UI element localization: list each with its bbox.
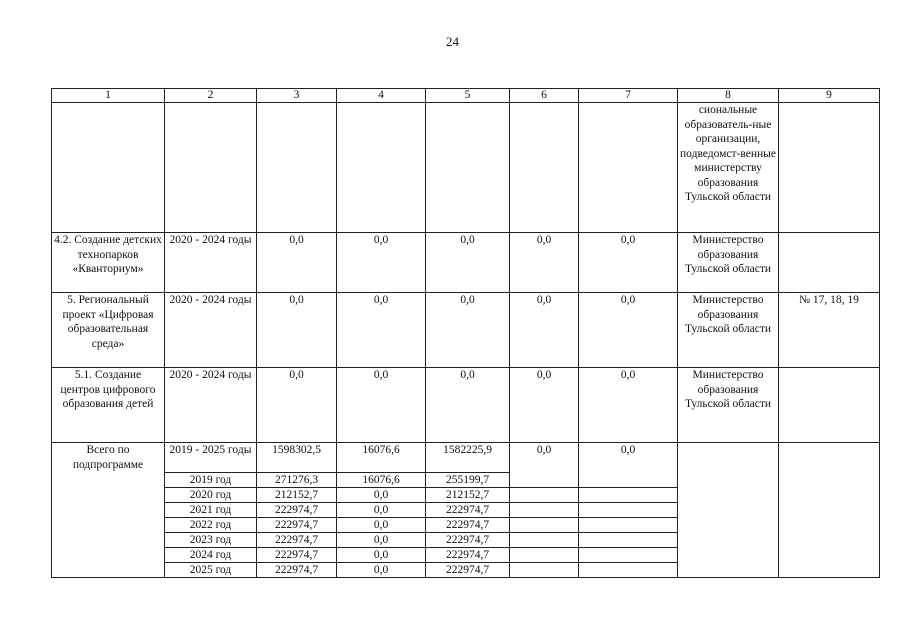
- total-value: 0,0: [510, 443, 579, 473]
- year-value: 0,0: [337, 503, 426, 518]
- year-value: 0,0: [337, 488, 426, 503]
- year-value: 222974,7: [257, 533, 337, 548]
- year-label: 2024 год: [165, 548, 257, 563]
- total-label: Всего по подпрограмме: [52, 443, 165, 578]
- year-value: 222974,7: [426, 533, 510, 548]
- value-cell: 0,0: [257, 293, 337, 368]
- value-cell: 0,0: [579, 368, 678, 443]
- table-cell: [779, 103, 880, 233]
- table-cell: [579, 473, 678, 488]
- table-cell: [510, 548, 579, 563]
- value-cell: 0,0: [510, 293, 579, 368]
- table-row: [52, 368, 880, 443]
- column-header: 7: [579, 89, 678, 103]
- total-row: [52, 443, 880, 473]
- table-cell: [510, 518, 579, 533]
- table-cell: [510, 533, 579, 548]
- executor-cell: Министерство образования Тульской области: [678, 368, 779, 443]
- year-value: 222974,7: [257, 548, 337, 563]
- table-row: [52, 103, 880, 233]
- value-cell: 0,0: [337, 368, 426, 443]
- table-cell: [579, 548, 678, 563]
- header-row: [52, 89, 880, 103]
- year-value: 222974,7: [426, 503, 510, 518]
- column-header: 3: [257, 89, 337, 103]
- value-cell: 0,0: [426, 368, 510, 443]
- column-header: 9: [779, 89, 880, 103]
- year-value: 0,0: [337, 533, 426, 548]
- year-value: 16076,6: [337, 473, 426, 488]
- year-value: 222974,7: [257, 503, 337, 518]
- value-cell: 0,0: [257, 368, 337, 443]
- table-cell: [426, 103, 510, 233]
- table-cell: [510, 473, 579, 488]
- total-value: 1582225,9: [426, 443, 510, 473]
- year-label: 2022 год: [165, 518, 257, 533]
- executor-cell: Министерство образования Тульской области: [678, 293, 779, 368]
- year-value: 271276,3: [257, 473, 337, 488]
- row-name: 4.2. Создание детских технопарков «Кванториум»: [52, 233, 165, 293]
- row-name: 5.1. Создание центров цифрового образования детей: [52, 368, 165, 443]
- value-cell: 0,0: [579, 233, 678, 293]
- column-header: 4: [337, 89, 426, 103]
- table-cell: [510, 103, 579, 233]
- year-value: 222974,7: [426, 548, 510, 563]
- year-label: 2021 год: [165, 503, 257, 518]
- column-header: 6: [510, 89, 579, 103]
- value-cell: 0,0: [337, 293, 426, 368]
- row-name: 5. Региональный проект «Цифровая образовательная среда»: [52, 293, 165, 368]
- year-label: 2025 год: [165, 563, 257, 578]
- year-label: 2020 год: [165, 488, 257, 503]
- table-row: [52, 293, 880, 368]
- table-cell: [510, 488, 579, 503]
- page-number: 24: [446, 34, 459, 49]
- executor-cell: Министерство образования Тульской области: [678, 233, 779, 293]
- year-value: 255199,7: [426, 473, 510, 488]
- row-period: 2020 - 2024 годы: [165, 293, 257, 368]
- executor-cell: [678, 443, 779, 578]
- total-value: 1598302,5: [257, 443, 337, 473]
- value-cell: 0,0: [337, 233, 426, 293]
- table-cell: [510, 563, 579, 578]
- year-value: 0,0: [337, 563, 426, 578]
- subprogram-table: [51, 88, 880, 578]
- row-period: 2020 - 2024 годы: [165, 368, 257, 443]
- value-cell: 0,0: [257, 233, 337, 293]
- table-cell: [337, 103, 426, 233]
- year-value: 222974,7: [257, 518, 337, 533]
- year-label: 2019 год: [165, 473, 257, 488]
- column-header: 2: [165, 89, 257, 103]
- table-cell: [579, 518, 678, 533]
- indicators-cell: № 17, 18, 19: [779, 293, 880, 368]
- table-cell: [52, 103, 165, 233]
- column-header: 1: [52, 89, 165, 103]
- table-cell: [579, 503, 678, 518]
- table-cell: [579, 533, 678, 548]
- year-value: 212152,7: [426, 488, 510, 503]
- table-cell: [510, 503, 579, 518]
- value-cell: 0,0: [579, 293, 678, 368]
- value-cell: 0,0: [510, 368, 579, 443]
- total-period: 2019 - 2025 годы: [165, 443, 257, 473]
- column-header: 5: [426, 89, 510, 103]
- indicators-cell: [779, 368, 880, 443]
- table-cell: [257, 103, 337, 233]
- year-value: 222974,7: [257, 563, 337, 578]
- table-row: [52, 233, 880, 293]
- indicators-cell: [779, 233, 880, 293]
- indicators-cell: [779, 443, 880, 578]
- year-value: 0,0: [337, 518, 426, 533]
- year-value: 222974,7: [426, 518, 510, 533]
- year-value: 212152,7: [257, 488, 337, 503]
- row-period: 2020 - 2024 годы: [165, 233, 257, 293]
- column-header: 8: [678, 89, 779, 103]
- value-cell: 0,0: [510, 233, 579, 293]
- year-value: 0,0: [337, 548, 426, 563]
- year-value: 222974,7: [426, 563, 510, 578]
- table-cell: [165, 103, 257, 233]
- year-label: 2023 год: [165, 533, 257, 548]
- table-cell: [579, 488, 678, 503]
- total-value: 0,0: [579, 443, 678, 473]
- total-value: 16076,6: [337, 443, 426, 473]
- table-cell: [579, 563, 678, 578]
- value-cell: 0,0: [426, 233, 510, 293]
- executor-cell: сиональные образователь-ные организации, подведомст-венные министерству образования Тульской области: [678, 103, 779, 233]
- value-cell: 0,0: [426, 293, 510, 368]
- table-cell: [579, 103, 678, 233]
